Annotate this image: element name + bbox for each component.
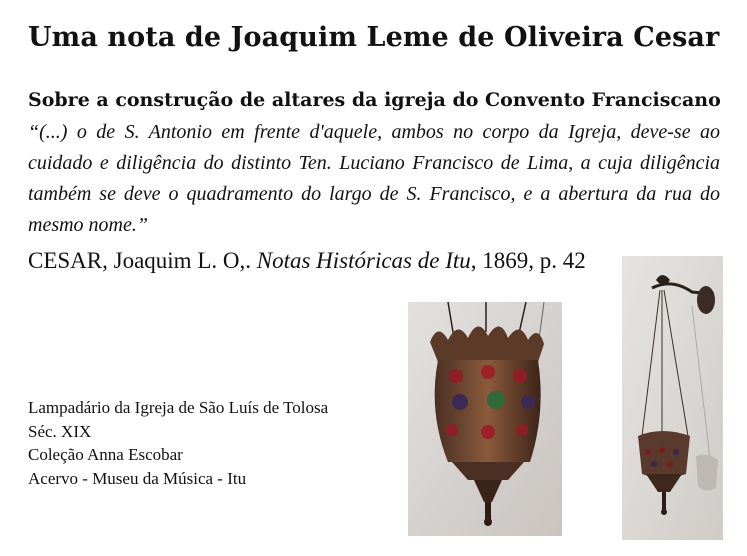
caption-line: Acervo - Museu da Música - Itu	[28, 468, 247, 488]
citation-rest: , 1869, p. 42	[470, 248, 586, 273]
lamp-full-photo	[622, 256, 723, 540]
lamp-closeup-illustration	[408, 302, 562, 536]
quote-lead: “(...)	[28, 121, 68, 143]
page-subtitle: Sobre a construção de altares da igreja do Convento Franciscano	[28, 89, 721, 111]
citation	[28, 248, 586, 274]
caption-line: Séc. XIX	[28, 421, 92, 441]
caption-line: Coleção Anna Escobar	[28, 445, 183, 464]
lamp-full-illustration	[622, 256, 723, 540]
quote-block	[28, 117, 720, 241]
citation-author: CESAR, Joaquim L. O,.	[28, 248, 257, 273]
photo-caption	[28, 396, 328, 490]
lamp-closeup-photo	[408, 302, 562, 536]
quote-text: o de S. Antonio em frente d'aquele, ambos no corpo da Igreja, deve-se ao cuidado e diligência do distinto Ten. Luciano Francisco de Lima, a cuja diligência também se deve o quadramento do largo de S. Francisco, e a abertura da rua do mesmo nome.”	[28, 121, 720, 236]
citation-book-title: Notas Históricas de Itu	[256, 248, 471, 273]
page-title: Uma nota de Joaquim Leme de Oliveira Cesar	[28, 22, 720, 53]
caption-line: Lampadário da Igreja de São Luís de Tolosa	[28, 398, 329, 417]
